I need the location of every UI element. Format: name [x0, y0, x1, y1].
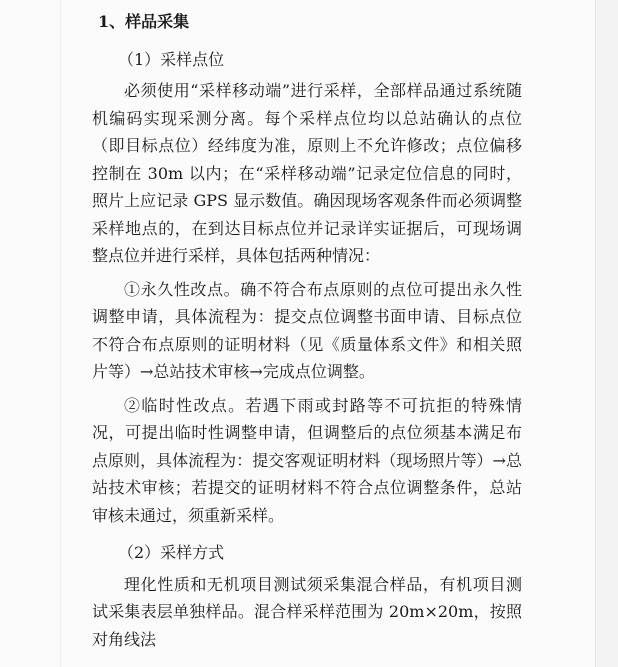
- paragraph-temporary-change: ②临时性改点。若遇下雨或封路等不可抗拒的特殊情况，可提出临时性调整申请，但调整后的点位须基本满足布点原则，具体流程为：提交客观证明材料（现场照片等）→总站技术审核；若提交的证明材料不符合点位调整条件，总站审核未通过，须重新采样。: [92, 395, 522, 525]
- subsection-title-sampling-point: （1）采样点位: [118, 49, 225, 69]
- paragraph-sampling-point: 必须使用“采样移动端”进行采样，全部样品通过系统随机编码实现采测分离。每个采样点位均以总站确认的点位（即目标点位）经纬度为准，原则上不允许修改；点位偏移控制在 30m 以内；在“采样移动端”记录定位信息的同时，照片上应记录 GPS 显示数值。确因现场客观条件而必须调整采样地点的，在到达目标点位并记录详实证据后，可现场调整点位并进行采样，具体包括两种情况：: [92, 81, 522, 265]
- subsection-title-sampling-method: （2）采样方式: [118, 543, 225, 562]
- document-body: [92, 8, 522, 659]
- section-title: 1、样品采集: [98, 12, 190, 31]
- paragraph-sampling-method: 理化性质和无机项目测试须采集混合样品，有机项目测试采集表层单独样品。混合样采样范围为 20m×20m，按照对角线法: [92, 574, 522, 649]
- margin-rule: [60, 0, 61, 667]
- paragraph-permanent-change: ①永久性改点。确不符合布点原则的点位可提出永久性调整申请，具体流程为：提交点位调整书面申请、目标点位不符合布点原则的证明材料（见《质量体系文件》和相关照片等）→总站技术审核→完成点位调整。: [92, 279, 522, 381]
- scrollbar-track[interactable]: [595, 0, 618, 667]
